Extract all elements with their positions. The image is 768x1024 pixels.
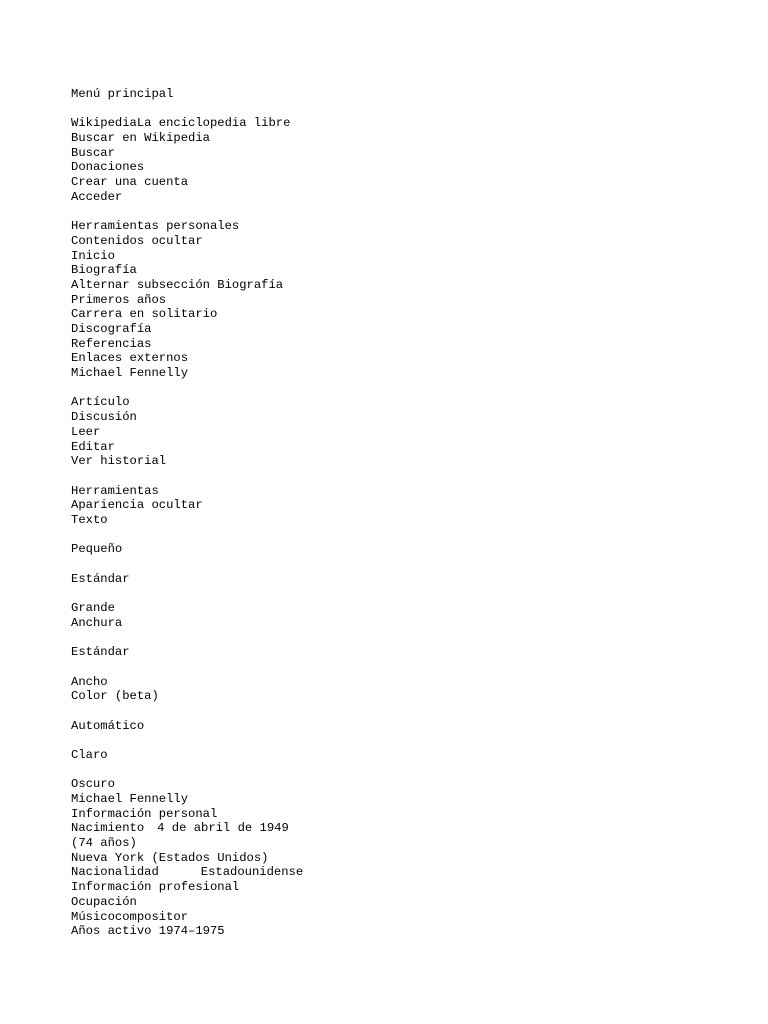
text-size-large-option[interactable]: Grande [71,601,115,616]
spacer [71,469,751,484]
spacer [71,630,751,645]
width-label: Anchura [71,615,123,630]
search-input[interactable]: Buscar en Wikipedia [71,131,210,146]
color-dark-option[interactable]: Oscuro [71,777,115,792]
spacer [71,205,751,220]
infobox-personal-heading: Información personal [71,806,218,821]
infobox-row-nationality [71,865,751,880]
toc-hide-button[interactable]: Contenidos ocultar [71,233,203,248]
donate-link[interactable]: Donaciones [71,160,145,175]
infobox-occupation-label: Ocupación [71,894,137,909]
search-button[interactable]: Buscar [71,145,115,160]
infobox-age: (74 años) [71,836,137,851]
color-light-option[interactable]: Claro [71,747,108,762]
main-menu-button[interactable]: Menú principal [71,87,174,101]
text-size-standard-option[interactable]: Estándar [71,571,130,586]
width-standard-option[interactable]: Estándar [71,645,130,660]
toc-toggle-biografia[interactable]: Alternar subsección Biografía [71,277,284,292]
login-link[interactable]: Acceder [71,189,123,204]
spacer [71,586,751,601]
toc-item-inicio[interactable]: Inicio [71,248,115,263]
toc-item-primeros-anos[interactable]: Primeros años [71,292,167,307]
infobox-birth-date: 4 de abril de 1949 [157,821,289,836]
tab-article[interactable]: Artículo [71,395,130,410]
infobox-birth-label: Nacimiento [71,821,145,836]
infobox-professional-heading: Información profesional [71,880,240,895]
spacer [71,660,751,675]
personal-tools-menu[interactable]: Herramientas personales [71,219,240,234]
toc-item-carrera-en-solitario[interactable]: Carrera en solitario [71,307,218,322]
tab-history[interactable]: Ver historial [71,454,167,469]
text-size-label: Texto [71,512,108,527]
appearance-hide-button[interactable]: Apariencia ocultar [71,498,203,513]
width-wide-option[interactable]: Ancho [71,674,108,689]
infobox-years-value: 1974–1975 [158,924,225,939]
tools-menu[interactable]: Herramientas [71,483,159,498]
spacer [71,704,751,719]
infobox-title: Michael Fennelly [71,792,189,806]
page-title: Michael Fennelly [71,366,189,381]
toc-item-discografia[interactable]: Discografía [71,322,152,336]
toc-item-biografia[interactable]: Biografía [71,263,137,278]
tab-talk[interactable]: Discusión [71,410,137,425]
spacer [71,528,751,543]
spacer [71,733,751,748]
infobox-nationality-value: Estadounidense [200,865,304,880]
infobox-occupation-value: Músicocompositor [71,909,189,924]
color-label: Color (beta) [71,689,159,704]
toc-item-referencias[interactable]: Referencias [71,336,152,351]
spacer [71,557,751,572]
spacer [71,763,751,778]
toc-item-enlaces-externos[interactable]: Enlaces externos [71,351,189,366]
create-account-link[interactable]: Crear una cuenta [71,175,189,190]
tab-edit[interactable]: Editar [71,439,115,454]
infobox-row-birth [71,821,751,836]
infobox-birth-place-link[interactable]: Nueva York (Estados Unidos) [71,850,269,865]
tab-read[interactable]: Leer [71,424,101,439]
infobox-row-years-active [71,924,751,939]
infobox-nationality-label: Nacionalidad [71,865,159,880]
text-size-small-option[interactable]: Pequeño [71,542,123,557]
infobox-years-label: Años activo [71,924,152,939]
wikipedia-logo-link[interactable]: WikipediaLa enciclopedia libre [71,116,291,131]
color-auto-option[interactable]: Automático [71,718,145,733]
spacer [71,381,751,396]
page-text [71,87,751,939]
spacer [71,102,751,117]
